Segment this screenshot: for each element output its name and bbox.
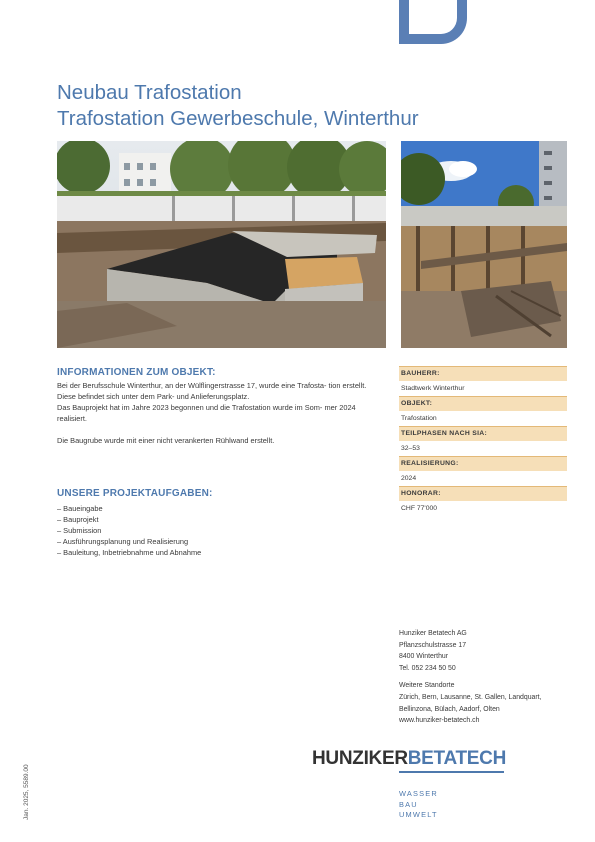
locations-line-1: Zürich, Bern, Lausanne, St. Gallen, Landquart, (399, 693, 542, 701)
fact-label-realisation: REALISIERUNG: (399, 456, 567, 471)
company-street: Pflanzschulstrasse 17 (399, 641, 467, 649)
list-item: – Baueingabe (57, 503, 201, 514)
company-city: 8400 Winterthur (399, 653, 449, 661)
construction-photo-pit (401, 141, 567, 348)
brand-logo (312, 748, 506, 770)
fact-label-client: BAUHERR: (399, 366, 567, 381)
fact-label-object: OBJEKT: (399, 396, 567, 411)
fact-value-object: Trafostation (401, 415, 437, 422)
page-title (57, 80, 419, 132)
list-item: – Submission (57, 525, 201, 536)
construction-photo-main (57, 141, 386, 348)
logo-mark-icon (399, 0, 467, 44)
fact-value-client: Stadtwerk Winterthur (401, 385, 465, 392)
locations-line-2: Bellinzona, Bülach, Aadorf, Olten (399, 705, 500, 713)
tagline-construction: BAU (399, 799, 418, 809)
list-item: – Bauleitung, Inbetriebnahme und Abnahme (57, 547, 201, 558)
fact-value-phases: 32–53 (401, 445, 420, 452)
contact-block (399, 628, 542, 727)
info-paragraph-2: Das Bauprojekt hat im Jahre 2023 begonnen und die Trafostation wurde im Som- mer 2024 realisiert. (57, 403, 356, 423)
tagline-water: WASSER (399, 789, 438, 798)
tasks-list (57, 503, 201, 558)
list-item: – Ausführungsplanung und Realisierung (57, 536, 201, 547)
fact-label-phases: TEILPHASEN NACH SIA: (399, 426, 567, 441)
title-line-2: Trafostation Gewerbeschule, Winterthur (57, 107, 419, 130)
tasks-heading: UNSERE PROJEKTAUFGABEN: (57, 488, 213, 499)
list-item: – Bauprojekt (57, 514, 201, 525)
tagline-environment: UMWELT (399, 810, 438, 819)
info-text (57, 380, 387, 446)
brand-underline (399, 771, 504, 773)
fact-label-fee: HONORAR: (399, 486, 567, 501)
fact-value-realisation: 2024 (401, 475, 417, 482)
project-facts (399, 366, 567, 516)
locations-heading: Weitere Standorte (399, 682, 455, 690)
info-heading: INFORMATIONEN ZUM OBJEKT: (57, 367, 216, 378)
brand-part-2: BETATECH (407, 748, 506, 769)
document-reference: Jan. 2025, 5589.00 (23, 764, 30, 820)
company-name: Hunziker Betatech AG (399, 630, 467, 637)
brand-taglines (399, 789, 438, 821)
info-paragraph-1: Bei der Berufsschule Winterthur, an der Wülflingerstrasse 17, wurde eine Trafosta- tion erstellt. Diese befindet sich unter dem Park- und Anlieferungsplatz. (57, 381, 367, 401)
fact-value-fee: CHF 77'000 (401, 505, 438, 512)
title-line-1: Neubau Trafostation (57, 81, 242, 104)
company-phone: Tel. 052 234 50 50 (399, 664, 456, 672)
info-paragraph-3: Die Baugrube wurde mit einer nicht verankerten Rühlwand erstellt. (57, 436, 275, 445)
website-link[interactable]: www.hunziker-betatech.ch (399, 717, 480, 725)
brand-part-1: HUNZIKER (312, 748, 408, 769)
